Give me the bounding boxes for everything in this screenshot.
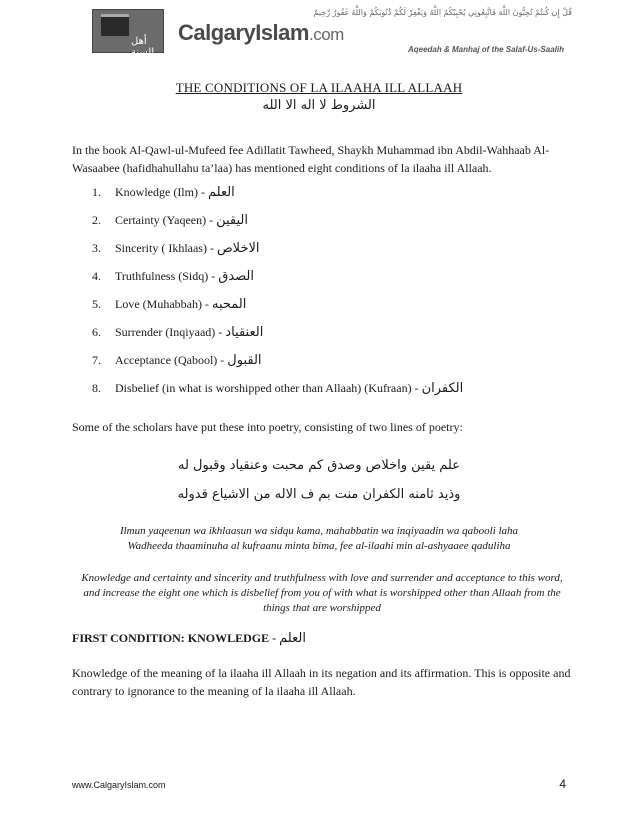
page-title-arabic: الشروط لا اله الا الله <box>262 98 376 113</box>
list-item: 3. Sincerity ( Ikhlaas) - الاخلاص <box>92 241 260 256</box>
header-verse: قُلْ إِن كُنتُمْ تُحِبُّونَ اللَّهَ فَاتَّبِعُونِي يُحْبِبْكُمُ اللَّهُ وَيَغْفِرْ لَكُمْ ذُنُوبَكُمْ وَاللَّهُ غَفُورٌ رَّحِيمٌ <box>313 8 572 17</box>
page-header <box>92 6 572 58</box>
first-condition-heading <box>72 631 306 646</box>
first-condition-body: Knowledge of the meaning of la ilaaha ill Allaah in its negation and its affirmation. This is opposite and contrary to ignorance to the meaning of la ilaaha ill Allaah. <box>72 666 571 698</box>
list-item: 7. Acceptance (Qabool) - القبول <box>92 353 262 368</box>
site-logo <box>92 9 164 58</box>
page-title: THE CONDITIONS OF LA ILAAHA ILL ALLAAH <box>175 80 463 95</box>
site-name-main: CalgaryIslam <box>178 20 309 45</box>
list-item: 5. Love (Muhabbah) - المحبه <box>92 297 247 312</box>
list-item: 6. Surrender (Inqiyaad) - العنقياد <box>92 325 264 340</box>
logo-label: أهل السنة <box>131 36 155 58</box>
poem-arabic-line-1: علم يقين واخلاص وصدق كم محبت وعنقياد وقبول له <box>177 458 460 473</box>
site-name <box>178 20 344 46</box>
first-condition-title: FIRST CONDITION: KNOWLEDGE - <box>72 631 280 645</box>
intro-paragraph: In the book Al-Qawl-ul-Mufeed fee Adillatit Tawheed, Shaykh Muhammad ibn Abdil-Wahhaab Al-Wasaabee (hafidhahullahu ta’laa) has mentioned eight conditions of la ilaaha ill Allaah. <box>72 143 550 175</box>
first-condition-arabic: العلم <box>279 631 306 646</box>
poem-translation: Knowledge and certainty and sincerity and truthfulness with love and surrender and acceptance to this word, and increase the eight one which is disbelief from you of with what is worshipped other than Allaah from the things that are worshipped <box>81 572 563 614</box>
footer-url: www.CalgaryIslam.com <box>72 780 166 790</box>
poem-arabic-line-2: وذيد ثامنه الكفران منت بم ف الاله من الاشياع قدوله <box>177 487 461 502</box>
transliteration-line-2: Wadheeda thaaminuha al kufraanu minta bima, fee al-ilaahi min al-ashyaaee qaduliha <box>127 540 511 552</box>
list-item: 8. Disbelief (in what is worshipped other than Allaah) (Kufraan) - الكفران <box>92 381 464 396</box>
list-item: 4. Truthfulness (Sidq) - الصدق <box>92 269 254 284</box>
site-name-tld: .com <box>308 25 344 44</box>
transliteration-line-1: Ilmun yaqeenun wa ikhlaasun wa sidqu kama, mahabbatin wa inqiyaadin wa qabooli laha <box>119 525 519 537</box>
header-tagline: Aqeedah & Manhaj of the Salaf-Us-Saalih <box>407 45 564 54</box>
page-number: 4 <box>559 777 566 791</box>
list-item: 1. Knowledge (Ilm) - العلم <box>92 185 235 200</box>
poetry-intro: Some of the scholars have put these into poetry, consisting of two lines of poetry: <box>72 420 463 434</box>
conditions-list <box>92 182 572 406</box>
kaaba-icon <box>101 14 129 36</box>
list-item: 2. Certainty (Yaqeen) - اليقين <box>92 213 248 228</box>
poem-transliteration <box>0 524 638 554</box>
